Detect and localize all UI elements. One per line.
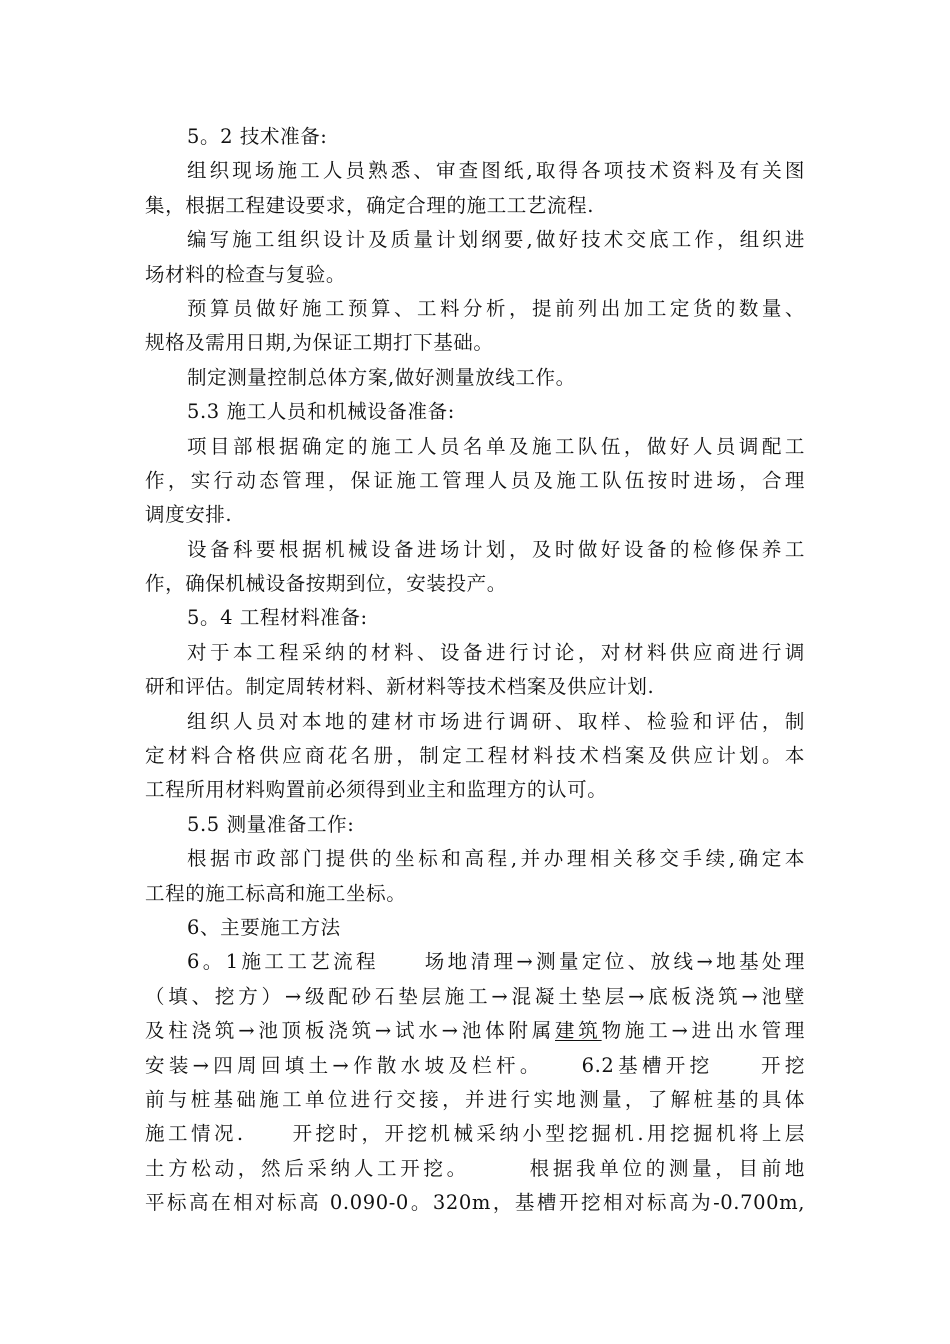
paragraph-line: 组织人员对本地的建材市场进行调研、取样、检验和评估，制 [187,709,805,733]
paragraph-line: 6。1施工工艺流程 场地清理→测量定位、放线→地基处理 [187,950,805,974]
line-text-after: 物施工→进出水管理 [601,1019,805,1043]
paragraph-line: 调度安排. [145,503,233,527]
paragraph-line: 规格及需用日期,为保证工期打下基础。 [145,331,494,355]
heading-5-5: 5.5 测量准备工作: [187,812,355,836]
underlined-word: 建筑 [555,1019,602,1043]
paragraph-line: 制定测量控制总体方案,做好测量放线工作。 [187,365,576,389]
paragraph-line: 集，根据工程建设要求，确定合理的施工工艺流程. [145,193,594,217]
heading-5-4: 5。4 工程材料准备: [187,606,368,630]
paragraph-line: （填、挖方）→级配砂石垫层施工→混凝土垫层→底板浇筑→池壁 [145,984,805,1008]
heading-5-3: 5.3 施工人员和机械设备准备: [187,400,455,424]
paragraph-line: 工程所用材料购置前必须得到业主和监理方的认可。 [145,778,608,802]
paragraph-line [145,1014,805,1048]
paragraph-line: 组织现场施工人员熟悉、审查图纸,取得各项技术资料及有关图 [187,159,805,183]
paragraph-line: 设备科要根据机械设备进场计划，及时做好设备的检修保养工 [187,537,805,561]
paragraph-line: 对于本工程采纳的材料、设备进行讨论，对材料供应商进行调 [187,640,805,664]
paragraph-line: 场材料的检查与复验。 [145,262,347,286]
paragraph-line: 前与桩基础施工单位进行交接，并进行实地测量，了解桩基的具体 [145,1087,805,1111]
paragraph-line: 预算员做好施工预算、工料分析，提前列出加工定货的数量、 [187,296,805,320]
line-text-before: 及柱浇筑→池顶板浇筑→试水→池体附属 [145,1019,555,1043]
paragraph-line: 工程的施工标高和施工坐标。 [145,881,407,905]
paragraph-line: 作，确保机械设备按期到位，安装投产。 [145,572,507,596]
heading-6: 6、主要施工方法 [187,915,341,939]
heading-5-2: 5。2 技术准备: [187,125,328,148]
paragraph-line: 项目部根据确定的施工人员名单及施工队伍，做好人员调配工 [187,434,805,458]
document-body [145,120,805,1221]
paragraph-line: 研和评估。制定周转材料、新材料等技术档案及供应计划. [145,675,655,699]
paragraph-line: 安装→四周回填土→作散水坡及栏杆。 6.2基槽开挖 开挖 [145,1053,805,1077]
paragraph-line: 作，实行动态管理，保证施工管理人员及施工队伍按时进场，合理 [145,468,805,492]
paragraph-line: 平标高在相对标高 0.090-0。320m，基槽开挖相对标高为-0.700m, [145,1191,805,1215]
paragraph-line: 根据市政部门提供的坐标和高程,并办理相关移交手续,确定本 [187,847,805,871]
paragraph-line: 定材料合格供应商花名册，制定工程材料技术档案及供应计划。本 [145,744,805,768]
paragraph-line: 施工情况. 开挖时，开挖机械采纳小型挖掘机.用挖掘机将上层 [145,1122,805,1146]
paragraph-line: 编写施工组织设计及质量计划纲要,做好技术交底工作，组织进 [187,228,805,252]
paragraph-line: 土方松动，然后采纳人工开挖。 根据我单位的测量，目前地 [145,1156,805,1180]
